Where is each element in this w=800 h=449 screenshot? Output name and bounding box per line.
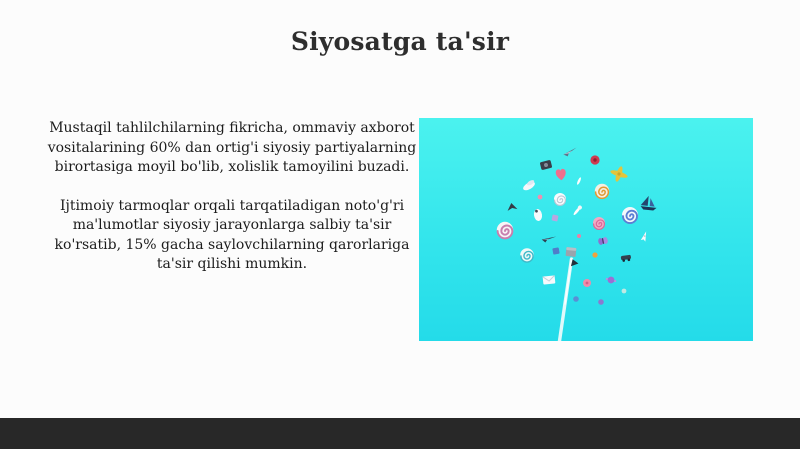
body-paragraph-1: Mustaqil tahlilchilarning fikricha, ommaviy axborot vositalarining 60% dan ortig'i siyosiy partiyalarning birortasiga moyil bo'lib, xolislik tamoyilini buzadi. [47,120,417,175]
page-title [0,27,800,56]
photo-background [419,118,753,341]
dandelion-photo [419,118,753,341]
body-paragraph-2: Ijtimoiy tarmoqlar orqali tarqatiladigan noto'g'ri ma'lumotlar siyosiy jarayonlarga salbiy ta'sir ko'rsatib, 15% gacha saylovchilarning qarorlariga ta'sir qilishi mumkin. [54,197,410,272]
bottom-letterbox-bar [0,418,800,449]
dandelion-photo-svg [419,118,753,341]
page-title-text: Siyosatga ta'sir [290,27,510,56]
body-text-block [38,119,426,294]
